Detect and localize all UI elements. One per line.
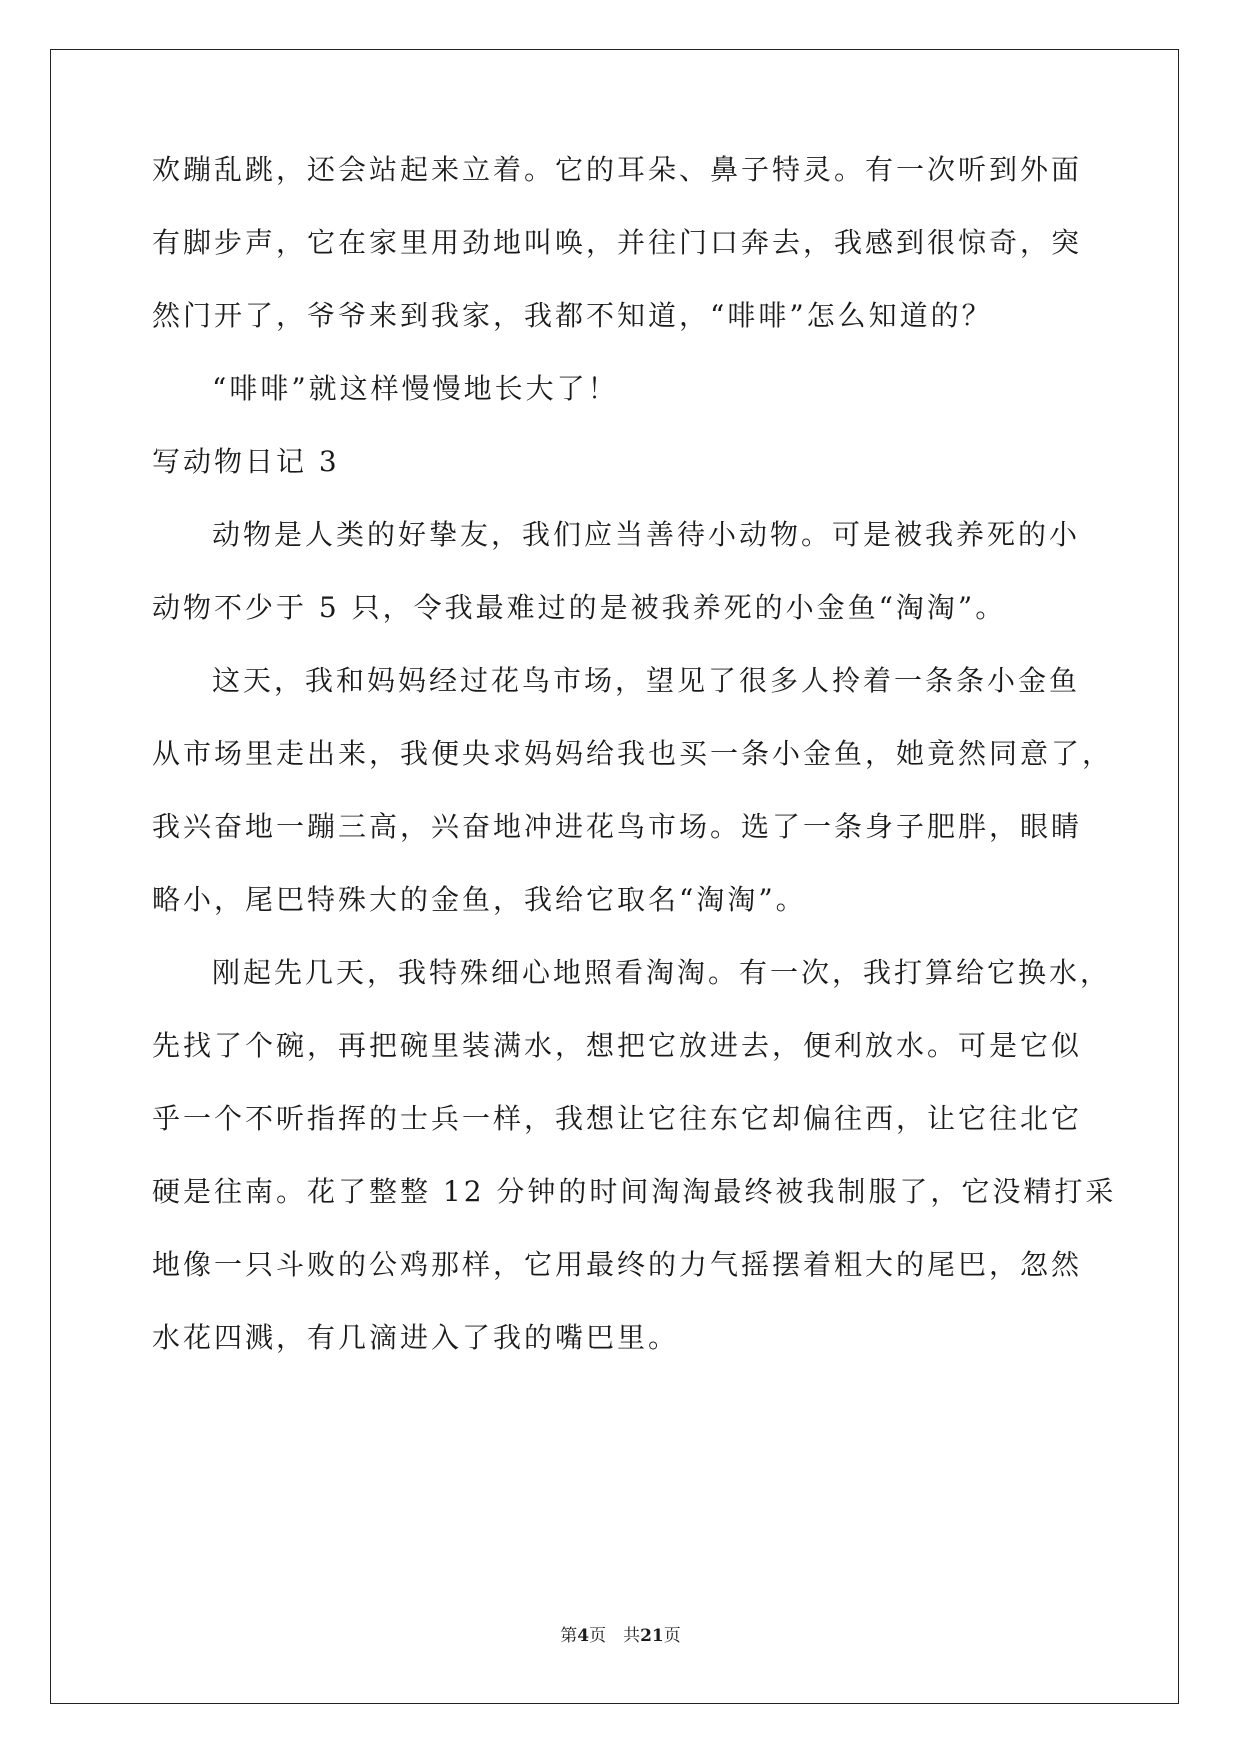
text-line: 我兴奋地一蹦三高，兴奋地冲进花鸟市场。选了一条身子肥胖，眼睛 bbox=[152, 810, 1083, 843]
text-line: 从市场里走出来，我便央求妈妈给我也买一条小金鱼，她竟然同意了， bbox=[152, 737, 1114, 770]
footer-mid: 页 共 bbox=[589, 1626, 641, 1646]
text-line: 先找了个碗，再把碗里装满水，想把它放进去，便利放水。可是它似 bbox=[152, 1029, 1083, 1062]
footer-suffix: 页 bbox=[663, 1626, 681, 1646]
page-number: 4 bbox=[577, 1626, 590, 1646]
total-pages: 21 bbox=[640, 1626, 664, 1646]
text-line: 乎一个不听指挥的士兵一样，我想让它往东它却偏往西，让它往北它 bbox=[152, 1102, 1083, 1135]
text-line: 动物不少于 5 只，令我最难过的是被我养死的小金鱼“淘淘”。 bbox=[152, 591, 1007, 624]
text-line: “啡啡”就这样慢慢地长大了！ bbox=[212, 372, 619, 405]
text-line: 然门开了，爷爷来到我家，我都不知道，“啡啡”怎么知道的？ bbox=[152, 299, 993, 332]
page-footer bbox=[0, 1625, 1241, 1647]
text-line: 硬是往南。花了整整 12 分钟的时间淘淘最终被我制服了，它没精打采 bbox=[152, 1175, 1117, 1208]
text-line: 动物是人类的好挚友，我们应当善待小动物。可是被我养死的小 bbox=[212, 518, 1081, 551]
text-line: 刚起先几天，我特殊细心地照看淘淘。有一次，我打算给它换水， bbox=[212, 956, 1112, 989]
text-line: 水花四溅，有几滴进入了我的嘴巴里。 bbox=[152, 1321, 680, 1354]
footer-prefix: 第 bbox=[560, 1626, 578, 1646]
text-line: 略小，尾巴特殊大的金鱼，我给它取名“淘淘”。 bbox=[152, 883, 807, 916]
text-line: 有脚步声，它在家里用劲地叫唤，并往门口奔去，我感到很惊奇，突 bbox=[152, 226, 1083, 259]
text-line: 地像一只斗败的公鸡那样，它用最终的力气摇摆着粗大的尾巴，忽然 bbox=[152, 1248, 1083, 1281]
text-line: 这天，我和妈妈经过花鸟市场，望见了很多人拎着一条条小金鱼 bbox=[212, 664, 1081, 697]
text-line: 欢蹦乱跳，还会站起来立着。它的耳朵、鼻子特灵。有一次听到外面 bbox=[152, 153, 1083, 186]
section-heading: 写动物日记 3 bbox=[152, 445, 340, 478]
